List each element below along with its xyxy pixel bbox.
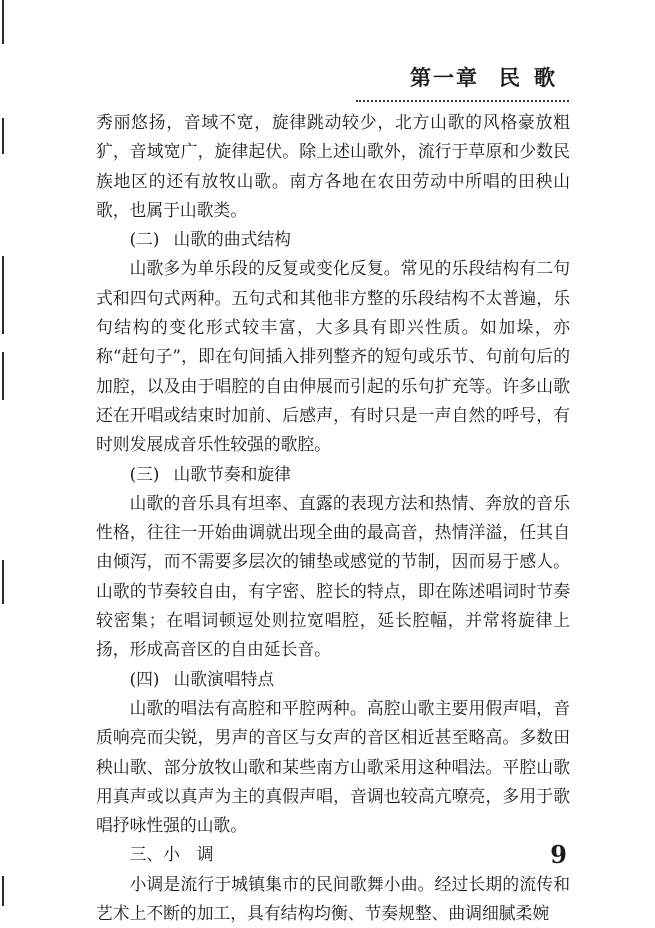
section-number: (四) <box>129 668 160 689</box>
chapter-title <box>410 62 569 92</box>
section-heading-rhythm <box>96 460 570 489</box>
paragraph-structure: 山歌多为单乐段的反复或变化反复。常见的乐段结构有二句式和四句式两种。五句式和其他非方整的乐段结构不太普遍，乐句结构的变化形式较丰富，大多具有即兴性质。如加垛，亦称“赶句子”，即在句间插入排列整齐的短句或乐节、句前句后的加腔，以及由于唱腔的自由伸展而引起的乐句扩充等。许多山歌还在开唱或结束时加前、后感声，有时只是一声自然的呼号，有时则发展成音乐性较强的歌腔。 <box>96 258 570 455</box>
section-title: 山歌的曲式结构 <box>173 229 291 250</box>
margin-binding-mark <box>2 560 4 604</box>
section-title: 山歌节奏和旋律 <box>173 463 291 484</box>
paragraph-xiaodiao: 小调是流行于城镇集市的民间歌舞小曲。经过长期的流传和艺术上不断的加工，具有结构均衡、节奏规整、曲调细腻柔婉 <box>96 873 570 924</box>
section-title: 山歌演唱特点 <box>173 668 275 689</box>
section-heading-xiaodiao: 三、小 调 <box>129 844 214 865</box>
chapter-name: 民歌 <box>499 66 569 90</box>
page-body <box>96 108 570 928</box>
chapter-number: 第一章 <box>410 66 479 90</box>
margin-binding-mark <box>2 256 4 334</box>
section-number: (三) <box>129 463 160 484</box>
paragraph-continued: 秀丽悠扬，音域不宽，旋律跳动较少，北方山歌的风格豪放粗犷，音域宽广，旋律起伏。除上述山歌外，流行于草原和少数民族地区的还有放牧山歌。南方各地在农田劳动中所唱的田秧山歌，也属于山歌类。 <box>96 112 570 220</box>
running-header <box>0 60 655 106</box>
margin-binding-mark <box>2 876 4 906</box>
section-number: (二) <box>129 229 160 250</box>
paragraph-rhythm: 山歌的音乐具有坦率、直露的表现方法和热情、奔放的音乐性格，往往一开始曲调就出现全曲的最高音，热情洋溢，任其自由倾泻，而不需要多层次的铺垫或感觉的节制，因而易于感人。山歌的节奏较自由，有字密、腔长的特点，即在陈述唱词时节奏较密集；在唱词顿逗处则拉宽唱腔，延长腔幅，并常将旋律上扬，形成高音区的自由延长音。 <box>96 492 570 660</box>
margin-binding-mark <box>2 352 4 400</box>
margin-binding-mark <box>2 0 4 44</box>
paragraph-singing: 山歌的唱法有高腔和平腔两种。高腔山歌主要用假声唱，音质响亮而尖锐，男声的音区与女声的音区相近甚至略高。多数田秧山歌、部分放牧山歌和某些南方山歌采用这种唱法。平腔山歌用真声或以真声为主的真假声唱，音调也较高亢嘹亮，多用于歌唱抒咏性强的山歌。 <box>96 697 570 836</box>
header-dotted-rule <box>356 100 569 102</box>
margin-binding-mark <box>2 118 4 154</box>
section-heading-singing <box>96 665 570 694</box>
page-number: 9 <box>550 840 567 869</box>
section-heading-structure <box>96 225 570 254</box>
